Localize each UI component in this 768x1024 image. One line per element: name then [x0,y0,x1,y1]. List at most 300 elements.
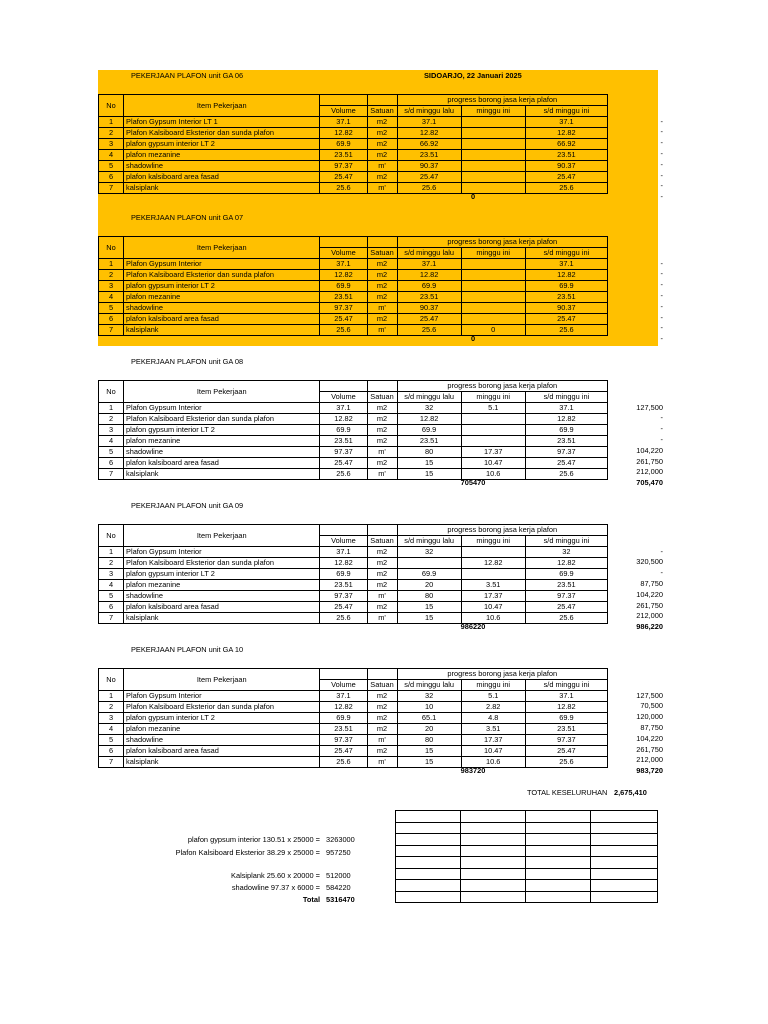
row-item: plafon gypsum interior LT 2 [124,139,320,150]
row-sd-ini: 69.9 [525,281,607,292]
header-ini: minggu ini [461,680,525,691]
row-lalu: 66.92 [397,139,461,150]
row-sd-ini: 37.1 [525,259,607,270]
grid-cell [461,857,526,869]
progress-table [98,668,608,768]
row-volume: 25.6 [320,183,367,194]
row-item: plafon gypsum interior LT 2 [124,713,320,724]
header-satuan: Satuan [367,536,397,547]
row-ini [461,414,525,425]
header-lalu: s/d minggu lalu [397,680,461,691]
row-satuan: m2 [367,270,397,281]
grid-cell [396,811,461,823]
header-ini: minggu ini [461,536,525,547]
row-ini: 17.37 [461,735,525,746]
row-ini [461,436,525,447]
table-row [99,757,608,768]
row-no: 2 [99,128,124,139]
row-volume: 23.51 [320,724,367,735]
row-item: Plafon Kalsiboard Eksterior dan sunda plafon [124,558,320,569]
row-satuan: m2 [367,724,397,735]
row-ini [461,117,525,128]
row-lalu: 90.37 [397,161,461,172]
row-satuan: m2 [367,259,397,270]
row-satuan: m2 [367,117,397,128]
table-row [99,746,608,757]
grand-total-label: TOTAL KESELURUHAN [527,788,608,797]
row-satuan: m2 [367,414,397,425]
row-item: kalsiplank [124,183,320,194]
table-row [99,128,608,139]
calc-value: 3263000 [326,835,355,844]
row-no: 1 [99,117,124,128]
row-no: 4 [99,150,124,161]
row-ini: 12.82 [461,558,525,569]
row-ini [461,314,525,325]
section-title: PEKERJAAN PLAFON unit GA 09 [131,501,244,510]
row-no: 3 [99,569,124,580]
row-satuan: m2 [367,547,397,558]
row-satuan: m2 [367,314,397,325]
grid-cell [591,811,658,823]
row-no: 3 [99,713,124,724]
header-ini: minggu ini [461,248,525,259]
row-side-value: 70,500 [640,701,663,711]
row-lalu: 80 [397,591,461,602]
row-no: 6 [99,458,124,469]
grid-cell [461,834,526,846]
row-sd-ini: 32 [525,547,607,558]
row-item: shadowline [124,447,320,458]
row-satuan: m' [367,469,397,480]
table-row [99,325,608,336]
row-side-value: 212,000 [636,755,663,765]
row-no: 6 [99,314,124,325]
row-ini [461,281,525,292]
row-satuan: m' [367,591,397,602]
row-no: 4 [99,292,124,303]
row-lalu: 12.82 [397,414,461,425]
row-sd-ini: 12.82 [525,558,607,569]
row-side-value: 127,500 [636,402,663,412]
row-ini: 10.6 [461,757,525,768]
row-sd-ini: 37.1 [525,117,607,128]
row-volume: 69.9 [320,569,367,580]
grid-cell [461,868,526,880]
header-volume: Volume [320,392,367,403]
empty-grid [395,810,658,903]
calc-label: plafon gypsum interior 130.51 x 25000 = [187,835,320,844]
row-sd-ini: 97.37 [525,735,607,746]
row-side-value: 104,220 [636,733,663,743]
header-sd-ini: s/d minggu ini [525,680,607,691]
row-no: 1 [99,259,124,270]
row-no: 3 [99,139,124,150]
header-blank [320,525,367,536]
table-row [99,547,608,558]
grid-cell [461,891,526,903]
row-lalu: 15 [397,613,461,624]
row-sd-ini: 25.6 [525,325,607,336]
row-no: 7 [99,183,124,194]
row-volume: 25.47 [320,172,367,183]
row-sd-ini: 23.51 [525,292,607,303]
row-ini: 10.47 [461,746,525,757]
row-item: kalsiplank [124,757,320,768]
row-satuan: m2 [367,128,397,139]
header-sd-ini: s/d minggu ini [525,106,607,117]
section-side-total: 986,220 [636,622,663,632]
row-volume: 25.6 [320,325,367,336]
table-row [99,702,608,713]
row-no: 2 [99,414,124,425]
calc-value: 584220 [326,883,351,892]
section-sum: 0 [470,192,476,202]
header-item: Item Pekerjaan [124,381,320,403]
grid-cell [396,880,461,892]
header-blank [367,237,397,248]
row-sd-ini: 23.51 [525,436,607,447]
calc-label: Plafon Kalsiboard Eksterior 38.29 x 25000 = [175,848,320,857]
row-volume: 12.82 [320,128,367,139]
table-row [99,436,608,447]
table-row [99,558,608,569]
table-row [99,259,608,270]
table-row [99,613,608,624]
section-sum: 0 [470,334,476,344]
row-volume: 25.47 [320,746,367,757]
row-no: 2 [99,558,124,569]
grid-cell [396,868,461,880]
row-sd-ini: 25.47 [525,602,607,613]
header-blank [320,95,367,106]
row-side-value: - [660,280,663,290]
row-sd-ini: 90.37 [525,303,607,314]
table-row [99,713,608,724]
row-side-value: 87,750 [640,723,663,732]
row-side-value: - [660,301,663,311]
row-item: shadowline [124,303,320,314]
row-lalu: 23.51 [397,292,461,303]
row-volume: 37.1 [320,547,367,558]
header-satuan: Satuan [367,106,397,117]
row-no: 5 [99,447,124,458]
row-volume: 97.37 [320,303,367,314]
row-satuan: m' [367,183,397,194]
row-volume: 97.37 [320,735,367,746]
row-side-value: - [660,323,663,333]
row-sd-ini: 37.1 [525,691,607,702]
header-volume: Volume [320,536,367,547]
row-satuan: m' [367,735,397,746]
row-side-value: - [660,181,663,191]
table-row [99,292,608,303]
row-satuan: m2 [367,281,397,292]
row-side-value: - [660,116,663,126]
section-side-total: 705,470 [636,478,663,488]
row-item: plafon gypsum interior LT 2 [124,281,320,292]
row-ini [461,425,525,436]
header-item: Item Pekerjaan [124,95,320,117]
calc-label: Total [302,895,320,904]
row-ini [461,547,525,558]
row-satuan: m' [367,303,397,314]
row-side-value: - [660,413,663,423]
row-side-value: 104,220 [636,445,663,455]
header-progress: progress borong jasa kerja plafon [397,95,607,106]
row-item: Plafon Gypsum Interior [124,547,320,558]
row-item: Plafon Kalsiboard Eksterior dan sunda plafon [124,702,320,713]
row-ini: 2.82 [461,702,525,713]
table-row [99,414,608,425]
row-volume: 12.82 [320,702,367,713]
grid-cell [591,857,658,869]
row-no: 1 [99,403,124,414]
header-blank [367,95,397,106]
row-sd-ini: 97.37 [525,447,607,458]
table-row [99,580,608,591]
row-ini [461,150,525,161]
table-row [99,172,608,183]
row-volume: 23.51 [320,292,367,303]
row-volume: 12.82 [320,270,367,281]
row-sd-ini: 69.9 [525,569,607,580]
calc-value: 512000 [326,871,351,880]
grid-cell [526,822,591,834]
table-row [99,602,608,613]
row-no: 6 [99,602,124,613]
row-lalu: 25.6 [397,325,461,336]
row-satuan: m2 [367,580,397,591]
header-no: No [99,381,124,403]
row-lalu: 32 [397,403,461,414]
table-row [99,139,608,150]
row-sd-ini: 23.51 [525,150,607,161]
row-item: Plafon Kalsiboard Eksterior dan sunda plafon [124,414,320,425]
row-item: plafon kalsiboard area fasad [124,314,320,325]
row-volume: 23.51 [320,436,367,447]
header-satuan: Satuan [367,248,397,259]
row-volume: 25.6 [320,613,367,624]
calc-label: Kalsiplank 25.60 x 20000 = [231,871,320,880]
row-side-value: - [660,435,663,444]
row-no: 5 [99,161,124,172]
progress-table [98,524,608,624]
row-item: plafon mezanine [124,724,320,735]
table-row [99,303,608,314]
calc-label: shadowline 97.37 x 6000 = [231,883,320,892]
row-volume: 37.1 [320,117,367,128]
table-row [99,735,608,746]
row-ini [461,259,525,270]
progress-table [98,380,608,480]
row-side-value: 320,500 [636,557,663,567]
header-no: No [99,669,124,691]
row-side-value: - [660,424,663,434]
row-side-value: 127,500 [636,690,663,700]
row-side-value: - [660,149,663,158]
row-satuan: m2 [367,139,397,150]
row-no: 7 [99,325,124,336]
header-no: No [99,237,124,259]
row-item: plafon kalsiboard area fasad [124,172,320,183]
row-side-value: - [660,138,663,148]
table-row [99,150,608,161]
header-lalu: s/d minggu lalu [397,536,461,547]
row-volume: 97.37 [320,161,367,172]
row-volume: 69.9 [320,713,367,724]
row-no: 3 [99,281,124,292]
row-volume: 25.47 [320,314,367,325]
row-lalu: 23.51 [397,150,461,161]
row-ini: 17.37 [461,591,525,602]
row-ini [461,270,525,281]
row-side-value: 212,000 [636,467,663,477]
row-volume: 97.37 [320,447,367,458]
calc-value: 5316470 [326,895,355,904]
row-side-value: 261,750 [636,456,663,466]
header-sd-ini: s/d minggu ini [525,392,607,403]
header-volume: Volume [320,680,367,691]
row-no: 6 [99,746,124,757]
row-sd-ini: 69.9 [525,713,607,724]
header-sd-ini: s/d minggu ini [525,536,607,547]
row-sd-ini: 12.82 [525,128,607,139]
row-ini: 10.6 [461,613,525,624]
row-volume: 69.9 [320,139,367,150]
row-side-value: 120,000 [636,712,663,722]
row-side-value: - [660,170,663,180]
row-volume: 69.9 [320,425,367,436]
progress-table [98,236,608,336]
row-sd-ini: 25.6 [525,757,607,768]
row-no: 4 [99,724,124,735]
row-no: 7 [99,469,124,480]
grid-cell [526,834,591,846]
row-side-value: - [660,312,663,322]
table-row [99,447,608,458]
row-side-value: 104,220 [636,589,663,599]
header-lalu: s/d minggu lalu [397,392,461,403]
row-volume: 69.9 [320,281,367,292]
grid-cell [526,857,591,869]
section-side-total: 983,720 [636,766,663,776]
row-ini: 0 [461,325,525,336]
row-lalu: 15 [397,602,461,613]
row-no: 5 [99,735,124,746]
row-volume: 37.1 [320,259,367,270]
row-side-value: - [660,291,663,300]
row-sd-ini: 12.82 [525,702,607,713]
header-satuan: Satuan [367,392,397,403]
row-sd-ini: 12.82 [525,270,607,281]
row-no: 4 [99,436,124,447]
grid-cell [396,857,461,869]
row-volume: 97.37 [320,591,367,602]
grid-cell [591,834,658,846]
row-satuan: m2 [367,436,397,447]
row-sd-ini: 25.6 [525,469,607,480]
table-row [99,281,608,292]
header-progress: progress borong jasa kerja plafon [397,669,607,680]
row-ini: 10.47 [461,458,525,469]
row-ini: 5.1 [461,691,525,702]
row-lalu: 20 [397,580,461,591]
row-volume: 23.51 [320,150,367,161]
row-satuan: m2 [367,691,397,702]
row-no: 7 [99,613,124,624]
calc-value: 957250 [326,848,351,857]
row-sd-ini: 25.47 [525,458,607,469]
section-title: PEKERJAAN PLAFON unit GA 08 [131,357,244,366]
row-side-value: 261,750 [636,600,663,610]
header-no: No [99,95,124,117]
row-item: plafon mezanine [124,150,320,161]
row-lalu: 15 [397,458,461,469]
row-side-value: - [660,127,663,137]
grid-cell [591,891,658,903]
row-item: Plafon Gypsum Interior [124,403,320,414]
row-item: plafon kalsiboard area fasad [124,746,320,757]
table-row [99,691,608,702]
row-lalu: 69.9 [397,569,461,580]
grid-cell [526,891,591,903]
row-item: shadowline [124,161,320,172]
table-row [99,270,608,281]
grid-cell [526,845,591,857]
row-volume: 37.1 [320,691,367,702]
table-row [99,425,608,436]
row-ini: 5.1 [461,403,525,414]
header-item: Item Pekerjaan [124,237,320,259]
row-lalu: 15 [397,757,461,768]
section-title: PEKERJAAN PLAFON unit GA 06 [131,71,244,80]
grid-cell [591,845,658,857]
row-volume: 25.47 [320,458,367,469]
grid-cell [461,880,526,892]
header-satuan: Satuan [367,680,397,691]
row-no: 1 [99,691,124,702]
row-sd-ini: 97.37 [525,591,607,602]
row-side-value: - [660,258,663,268]
row-sd-ini: 25.6 [525,183,607,194]
row-item: kalsiplank [124,613,320,624]
row-satuan: m' [367,613,397,624]
section-side-total: - [660,334,663,344]
document-date: SIDOARJO, 22 Januari 2025 [424,71,522,80]
section-title: PEKERJAAN PLAFON unit GA 10 [131,645,244,654]
row-side-value: - [660,546,663,556]
row-item: plafon kalsiboard area fasad [124,458,320,469]
grid-cell [591,880,658,892]
row-item: plafon mezanine [124,436,320,447]
row-ini [461,569,525,580]
row-no: 3 [99,425,124,436]
grid-cell [396,822,461,834]
row-item: plafon mezanine [124,580,320,591]
row-volume: 25.6 [320,469,367,480]
row-lalu: 25.47 [397,314,461,325]
row-lalu: 80 [397,447,461,458]
header-lalu: s/d minggu lalu [397,248,461,259]
row-lalu: 15 [397,746,461,757]
row-item: Plafon Kalsiboard Eksterior dan sunda plafon [124,128,320,139]
row-item: kalsiplank [124,469,320,480]
grid-cell [461,811,526,823]
row-sd-ini: 90.37 [525,161,607,172]
grid-cell [526,811,591,823]
row-satuan: m2 [367,602,397,613]
